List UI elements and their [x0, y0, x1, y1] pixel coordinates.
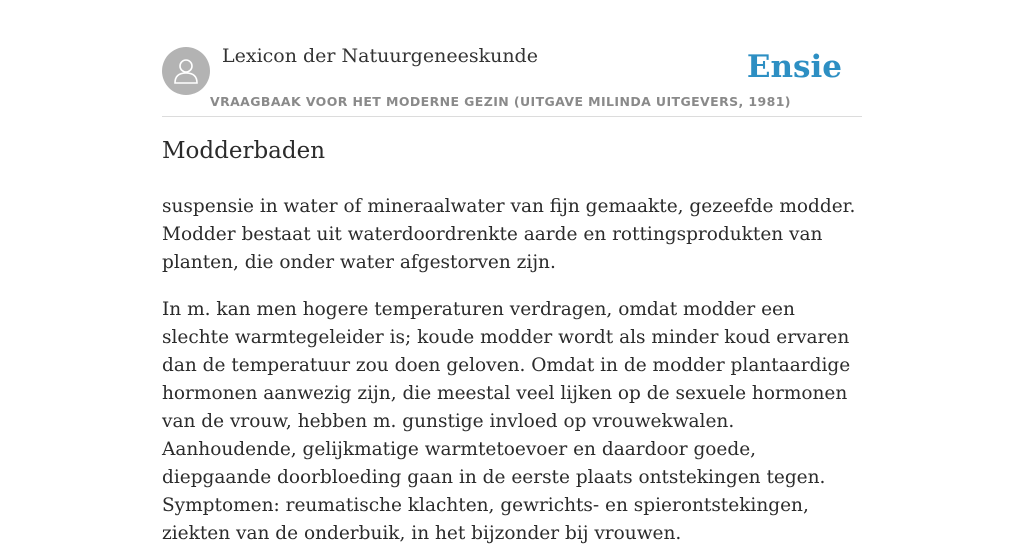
avatar[interactable]	[162, 47, 210, 95]
entry-title: Modderbaden	[162, 138, 326, 164]
book-subtitle: VRAAGBAAK VOOR HET MODERNE GEZIN (UITGAVE MILINDA UITGEVERS, 1981)	[210, 94, 791, 109]
brand-logo[interactable]: Ensie	[746, 49, 842, 85]
entry-paragraph: In m. kan men hogere temperaturen verdragen, omdat modder een slechte warmtegeleider is; koude modder wordt als minder koud ervaren dan de temperatuur zou doen geloven. Omdat in de modder plantaardige hormonen aanwezig zijn, die meestal veel lijken op de sexuele hormonen van de vrouw, hebben m. gunstige invloed op vrouwekwalen. Aanhoudende, gelijkmatige warmtetoevoer en daardoor goede, diepgaande doorbloeding gaan in de eerste plaats ontstekingen tegen. Symptomen: reumatische klachten, gewrichts- en spierontstekingen, ziekten van de onderbuik, in het bijzonder bij vrouwen.	[162, 299, 851, 544]
book-title-link[interactable]: Lexicon der Natuurgeneeskunde	[222, 45, 538, 67]
page-container	[162, 0, 862, 544]
user-icon	[171, 56, 201, 86]
page-header	[162, 0, 862, 117]
entry-paragraph: suspensie in water of mineraalwater van fijn gemaakte, gezeefde modder. Modder bestaat uit waterdoordrenkte aarde en rottingsprodukten van planten, die onder water afgestorven zijn.	[162, 196, 856, 273]
